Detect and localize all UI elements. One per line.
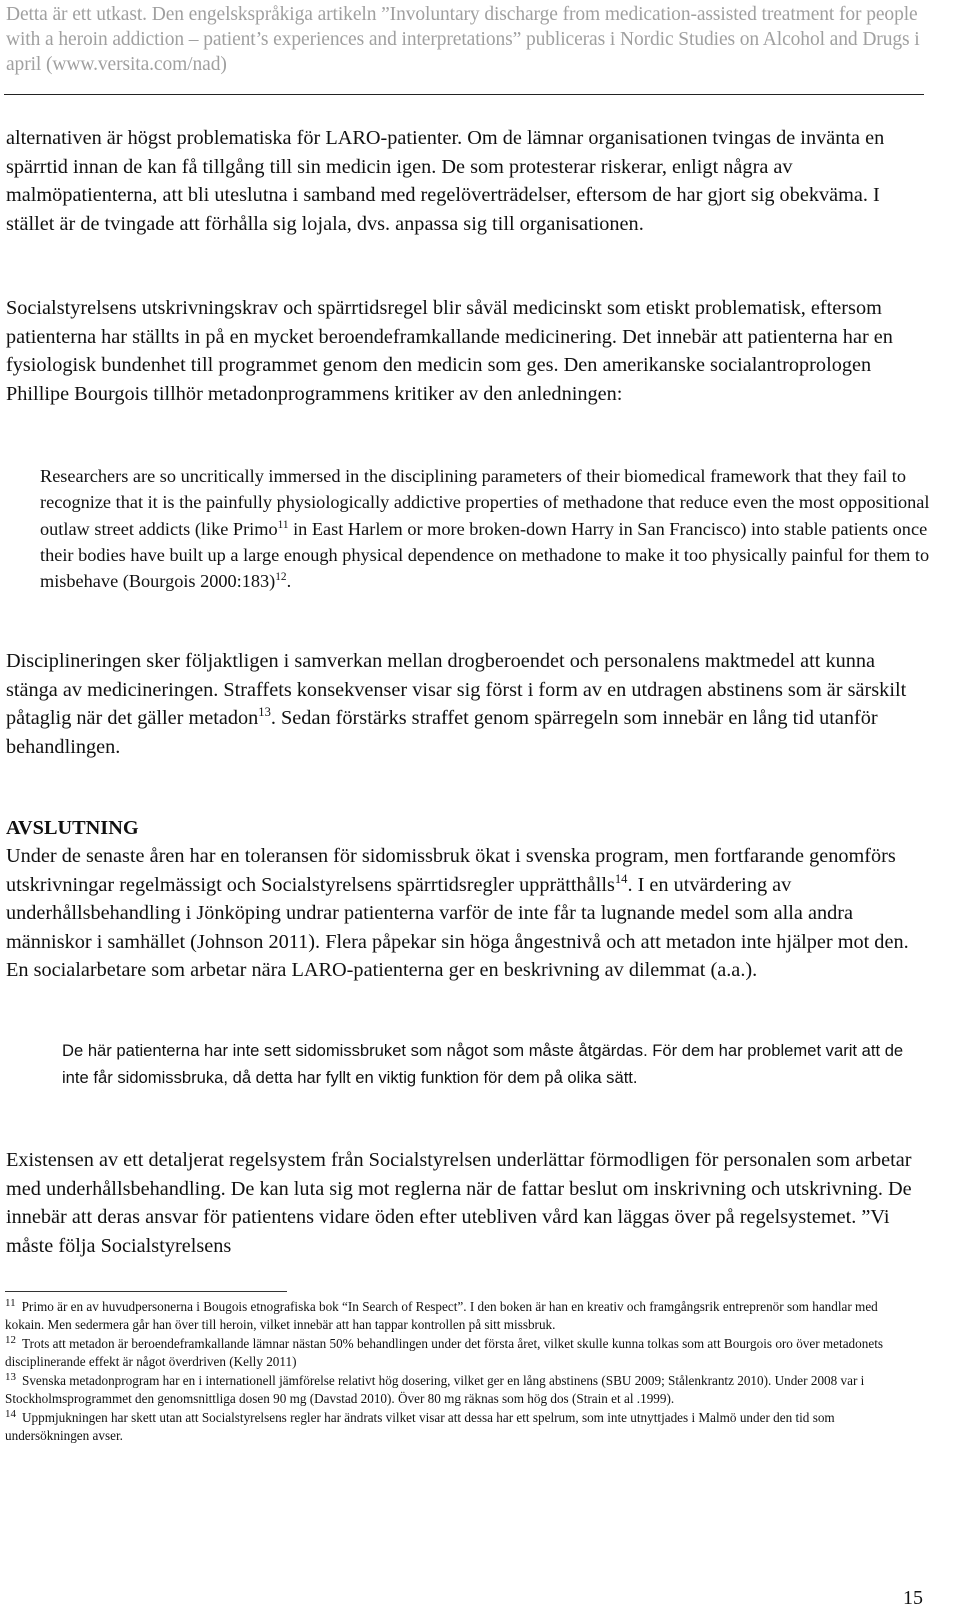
section-heading: AVSLUTNING <box>6 817 139 839</box>
footnote-ref-12[interactable]: 12 <box>275 571 287 584</box>
footnote-12 <box>5 1335 920 1371</box>
page-number: 15 <box>903 1587 923 1609</box>
paragraph-text: alternativen är högst problematiska för LARO-patienter. Om de lämnar organisationen tvingas de invänta en spärrtid innan de kan få tillgång till sin medicin igen. De som protesterar riskerar, enligt några av malmöpatienterna, att bli uteslutna i samband med regelöverträdelser, eftersom de har gjort sig obekväma. I stället är de tvingade att förhålla sig lojala, dvs. anpassa sig till organisationen. <box>6 127 885 235</box>
block-quote-social-worker <box>62 1038 922 1091</box>
footnotes <box>5 1298 920 1446</box>
body-paragraph-2 <box>6 294 930 408</box>
paragraph-text <box>6 647 930 761</box>
footnote-13 <box>5 1372 920 1408</box>
footnote-ref-14[interactable]: 14 <box>614 871 628 886</box>
quote-text-part: . <box>286 571 292 592</box>
paragraph-text <box>6 842 930 985</box>
footnote-number: 11 <box>5 1297 16 1309</box>
footnote-text: Trots att metadon är beroendeframkallande lämnar nästan 50% behandlingen under det första året, vilket skulle kunna tolkas som att Bourgois oro över metadonets disciplinerande effekt är något överdriven (Kelly 2011) <box>5 1336 883 1369</box>
footnote-number: 14 <box>5 1408 16 1420</box>
quote-text: De här patienterna har inte sett sidomissbruket som något som måste åtgärdas. För dem har problemet varit att de inte får sidomissbruka, då detta har fyllt en viktig funktion för dem på olika sätt. <box>62 1041 904 1087</box>
footnote-text: Svenska metadonprogram har en i internationell jämförelse relativt hög dosering, vilket ger en lång abstinens (SBU 2009; Stålenkrantz 2010). Under 2008 var i Stockholmsprogrammet den genomsnittliga dosen 90 mg (Davstad 2010). Över 80 mg räknas som hög dos (Strain et al .1999). <box>5 1373 865 1406</box>
quote-text-part: Researchers are so uncritically immersed in the disciplining parameters of their biomedical framework that they fail to recognize that it is the painfully physiologically addictive properties of methadone that reduce even the most oppositional outlaw street addicts (like Primo <box>40 466 930 539</box>
footnote-number: 13 <box>5 1371 16 1383</box>
running-header: Detta är ett utkast. Den engelskspråkiga artikeln ”Involuntary discharge from medication-assisted treatment for people with a heroin addiction – patient’s experiences and interpretations” publiceras i Nordic Studies on Alcohol and Drugs i april (www.versita.com/nad) <box>6 4 920 75</box>
paragraph-text-part: Under de senaste åren har en toleransen för sidomissbruk ökat i svenska program, men fortfarande genomförs utskrivningar regelmässigt och Socialstyrelsens spärrtidsregler upprätthålls <box>6 845 896 896</box>
footnote-ref-11[interactable]: 11 <box>277 518 289 531</box>
body-paragraph-5 <box>6 1146 930 1260</box>
header-divider <box>4 94 924 95</box>
paragraph-text-part: . Sedan förstärks straffet genom spärregeln som innebär en lång tid utanför behandlingen. <box>6 707 878 758</box>
paragraph-text-part: . I en utvärdering av underhållsbehandling i Jönköping undrar patienterna varför de inte får ta lugnande medel som alla andra människor i samhället (Johnson 2011). Flera påpekar sin höga ångestnivå och att metadon inte hjälper mot den. En socialarbetare som arbetar nära LARO-patienterna ger en beskrivning av dilemmat (a.a.). <box>6 873 909 982</box>
quote-text <box>40 463 935 594</box>
footnote-11 <box>5 1298 920 1334</box>
quote-text-part: in East Harlem or more broken-down Harry in San Francisco) into stable patients once their bodies have built up a large enough physical dependence on methadone to make it too physically painful for them to misbehave (Bourgois 2000:183) <box>40 518 930 592</box>
section-avslutning <box>6 815 930 985</box>
paragraph-text: Socialstyrelsens utskrivningskrav och spärrtidsregel blir såväl medicinskt som etiskt problematisk, eftersom patienterna har ställts in på en mycket beroendeframkallande medicinering. Det innebär att patienterna har en fysiologisk bundenhet till programmet genom den medicin som ges. Den amerikanske socialantroprologen Phillipe Bourgois tillhör metadonprogrammens kritiker av den anledningen: <box>6 297 893 405</box>
body-paragraph-3 <box>6 647 930 761</box>
block-quote-bourgois <box>40 463 935 594</box>
paragraph-text-part: Disciplineringen sker följaktligen i samverkan mellan drogberoendet och personalens maktmedel att kunna stänga av medicineringen. Straffets konsekvenser visar sig först i form av en utdragen abstinens som är särskilt påtaglig när det gäller metadon <box>6 650 907 730</box>
footnote-14 <box>5 1409 920 1445</box>
footnote-text: Uppmjukningen har skett utan att Socialstyrelsens regler har ändrats vilket visar att dessa har ett spelrum, som inte utnyttjades i Malmö under den tid som undersökningen avser. <box>5 1410 835 1443</box>
footnote-divider <box>5 1291 287 1292</box>
footnote-ref-13[interactable]: 13 <box>258 705 271 720</box>
footnote-text: Primo är en av huvudpersonerna i Bougois etnografiska bok “In Search of Respect”. I den boken är han en kreativ och framgångsrik entreprenör som handlar med kokain. Men sedermera går han över till heroin, vilket innebär att han tappar kontrollen på sitt missbruk. <box>5 1299 878 1332</box>
footnote-number: 12 <box>5 1334 16 1346</box>
paragraph-text: Existensen av ett detaljerat regelsystem från Socialstyrelsen underlättar förmodligen för personalen som arbetar med underhållsbehandling. De kan luta sig mot reglerna när de fattar beslut om inskrivning och utskrivning. De innebär att deras ansvar för patientens vidare öden efter utebliven vård kan läggas över på regelsystemet. ”Vi måste följa Socialstyrelsens <box>6 1149 912 1257</box>
body-paragraph-1 <box>6 124 930 238</box>
